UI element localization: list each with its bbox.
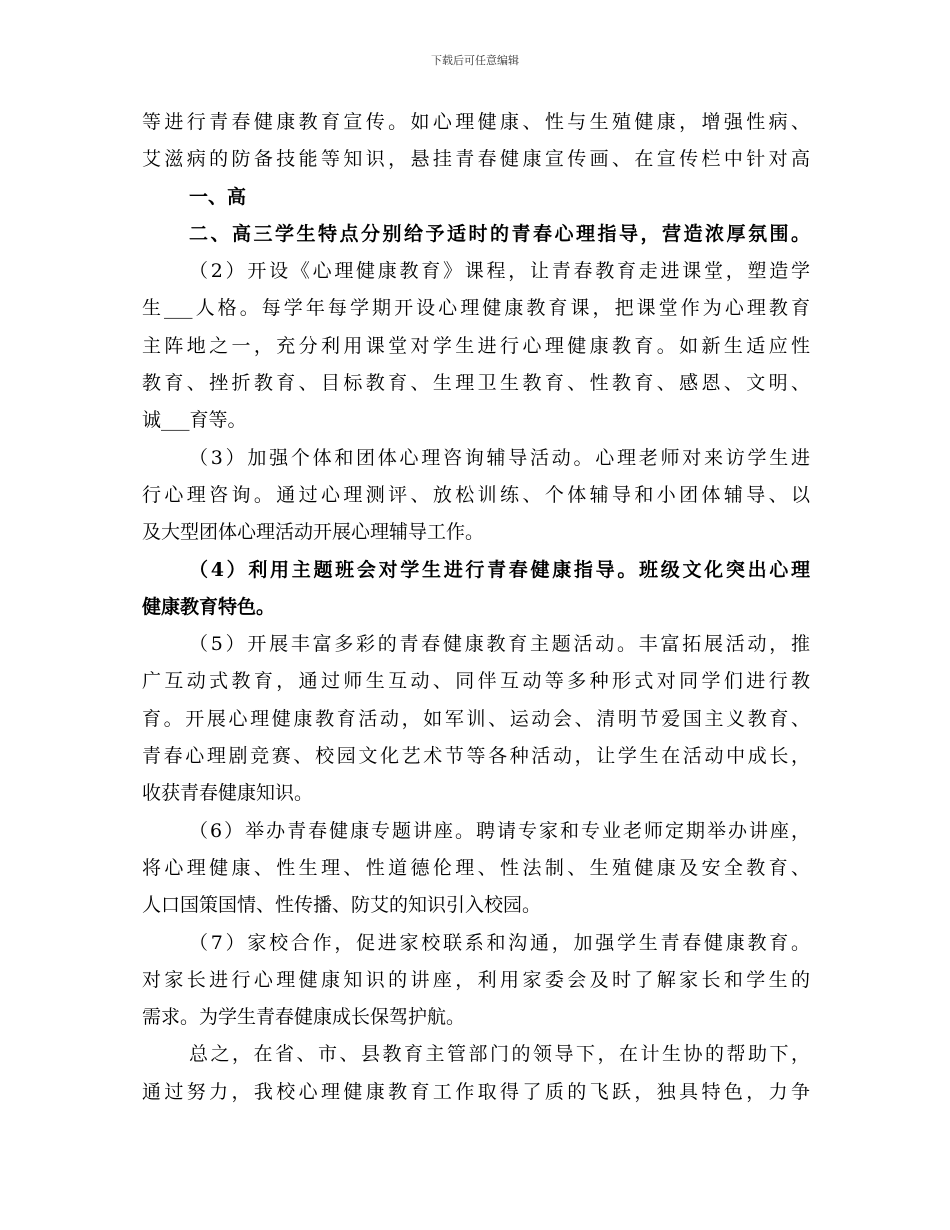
text-line: 二、高三学生特点分别给予适时的青春心理指导，营造浓厚氛围。 (189, 222, 810, 245)
text-line: 青春心理剧竞赛、校园文化艺术节等各种活动，让学生在活动中成长， (142, 745, 810, 768)
text-line: （4）利用主题班会对学生进行青春健康指导。班级文化突出心理 (189, 558, 810, 581)
text-line: 教育、挫折教育、目标教育、生理卫生教育、性教育、感恩、文明、 (142, 372, 810, 395)
text-line: （3）加强个体和团体心理咨询辅导活动。心理老师对来访学生进 (189, 446, 810, 469)
text-line: 收获青春健康知识。 (142, 782, 314, 805)
text-line: 等进行青春健康教育宣传。如心理健康、性与生殖健康，增强性病、 (142, 111, 810, 133)
document-body (142, 104, 810, 1111)
text-line: 主阵地之一，充分利用课堂对学生进行心理健康教育。如新生适应性 (142, 334, 810, 357)
text-line: 广互动式教育，通过师生互动、同伴互动等多种形式对同学们进行教 (142, 670, 810, 693)
text-line: 人口国策国情、性传播、防艾的知识引入校园。 (142, 894, 542, 917)
text-line: （5）开展丰富多彩的青春健康教育主题活动。丰富拓展活动，推 (189, 633, 810, 656)
text-line: 及大型团体心理活动开展心理辅导工作。 (142, 521, 485, 544)
text-line: 健康教育特色。 (142, 595, 276, 618)
page-header: 下载后可任意编辑 (431, 54, 519, 67)
text-line: 通过努力，我校心理健康教育工作取得了质的飞跃，独具特色，力争 (142, 1080, 810, 1103)
text-line: 总之，在省、市、县教育主管部门的领导下，在计生协的帮助下， (189, 1043, 810, 1066)
text-line: 需求。为学生青春健康成长保驾护航。 (142, 1006, 466, 1029)
text-line: （2）开设《心理健康教育》课程，让青春教育走进课堂，塑造学 (189, 260, 810, 283)
text-line: 诚___育等。 (142, 409, 247, 432)
text-line: 育。开展心理健康教育活动，如军训、运动会、清明节爱国主义教育、 (142, 707, 810, 730)
text-line: （6）举办青春健康专题讲座。聘请专家和专业老师定期举办讲座， (189, 819, 810, 842)
text-line: 生___人格。每学年每学期开设心理健康教育课，把课堂作为心理教育 (142, 297, 810, 320)
text-line: 行心理咨询。通过心理测评、放松训练、个体辅导和小团体辅导、以 (142, 483, 810, 506)
text-line: 对家长进行心理健康知识的讲座，利用家委会及时了解家长和学生的 (142, 968, 810, 991)
text-line: 艾滋病的防备技能等知识，悬挂青春健康宣传画、在宣传栏中针对高 (142, 148, 810, 171)
text-line: （7）家校合作，促进家校联系和沟通，加强学生青春健康教育。 (189, 931, 810, 954)
text-line: 将心理健康、性生理、性道德伦理、性法制、生殖健康及安全教育、 (142, 856, 810, 879)
text-line: 一、高 (189, 185, 247, 208)
